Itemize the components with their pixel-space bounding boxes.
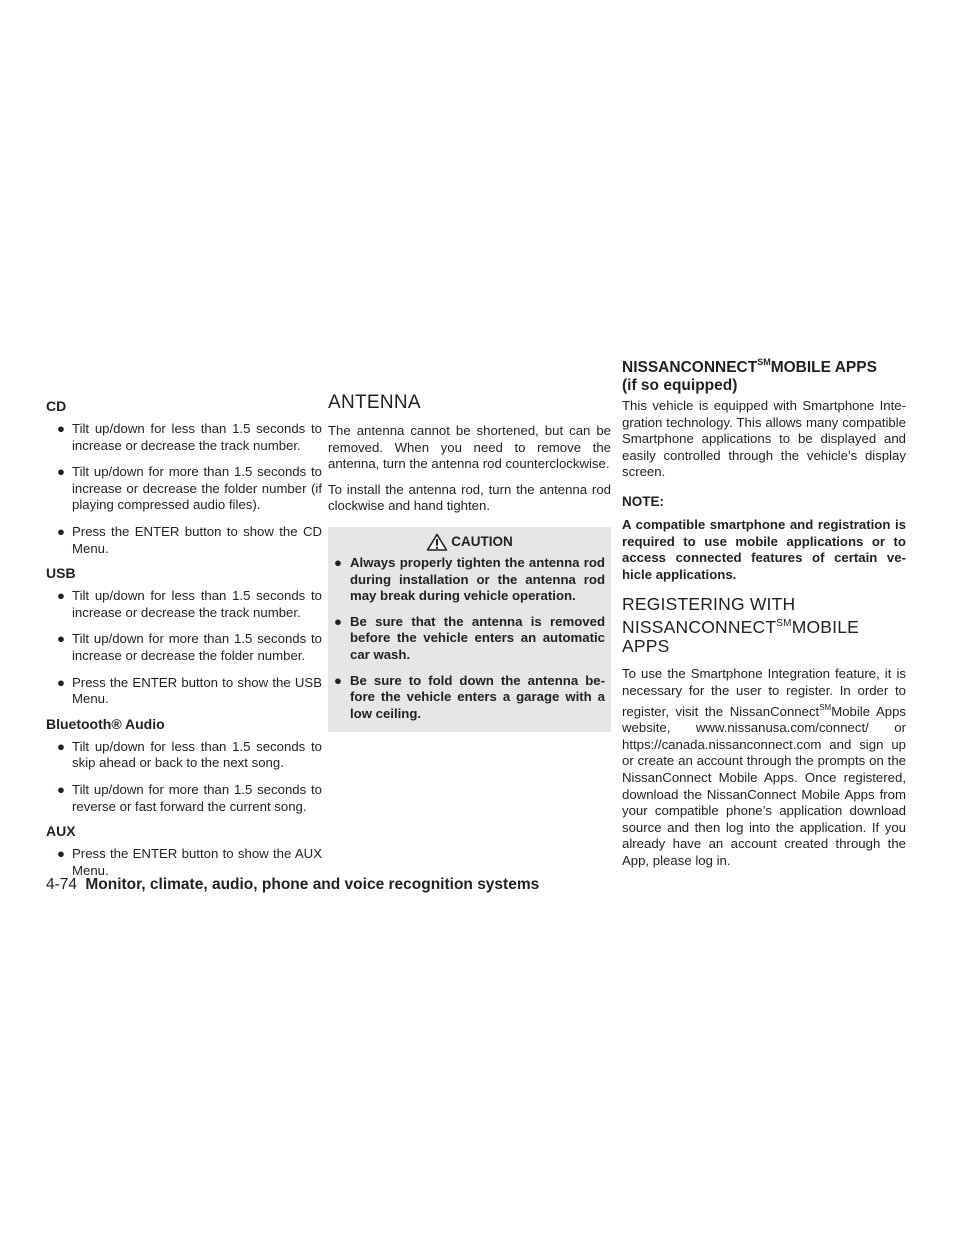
usb-bullet-1: ● Tilt up/down for less than 1.5 seconds to increase or decrease the track number. [57, 588, 322, 620]
caution-item-1: ● Always properly tighten the antenna rod during installation or the antenna rod may break during vehicle operation. [334, 554, 605, 604]
cd-bullet-3: ● Press the ENTER button to show the CD Menu. [57, 523, 322, 556]
cd-bullet-2: ● Tilt up/down for more than 1.5 seconds to increase or decrease the folder number (if playing compressed audio files). [57, 464, 322, 513]
registering-body: To use the Smartphone Integration feature, it is necessary for the user to register. In order to register, visit the NissanConnect℠Mobile Apps website, www.nissanusa.com/connect/ or https://canada.nissanconnect.com and sign up or create an account through the prompts on the NissanConnect Mobile Apps. Once registered, download the NissanConnect Mobile Apps from your compatible phone’s application download source and then log into the application. If you already have an account created through the App, please log in. [622, 666, 907, 868]
usb-bullet-2: ● Tilt up/down for more than 1.5 seconds to increase or decrease the folder number. [57, 631, 322, 663]
antenna-heading: ANTENNA [328, 392, 421, 413]
bluetooth-heading: Bluetooth® Audio [46, 715, 165, 732]
bullet-icon: ● [57, 631, 65, 647]
cd-bullet-1: ● Tilt up/down for less than 1.5 seconds to increase or decrease the track number. [57, 421, 322, 453]
caution-header [328, 527, 611, 555]
antenna-para-2: To install the antenna rod, turn the antenna rod clockwise and hand tighten. [328, 481, 611, 514]
bt-bullet-1: ● Tilt up/down for less than 1.5 seconds to skip ahead or back to the next song. [57, 738, 322, 771]
usb-bullet-3: ● Press the ENTER button to show the USB Menu. [57, 674, 322, 707]
page-footer [46, 876, 539, 894]
audio-controls-column [46, 398, 322, 881]
mobile-apps-column [622, 398, 906, 869]
caution-item-3: ● Be sure to fold down the antenna be-fore the vehicle enters a garage with a low ceiling. [334, 672, 605, 721]
bullet-icon: ● [57, 781, 65, 797]
aux-bullet-1: ● Press the ENTER button to show the AUX Menu. [57, 846, 322, 878]
bt-bullet-2: ● Tilt up/down for more than 1.5 seconds to reverse or fast forward the current song. [57, 781, 322, 814]
bullet-icon: ● [57, 464, 65, 480]
section-title: NISSANCONNECT℠MOBILE APPS (if so equipped) [622, 357, 877, 394]
usb-heading: USB [46, 565, 76, 582]
antenna-para-1: The antenna cannot be shortened, but can be removed. When you need to remove the antenna, turn the antenna rod counterclockwise. [328, 423, 611, 472]
antenna-column [328, 392, 611, 732]
bullet-icon: ● [57, 674, 65, 690]
intro-paragraph: This vehicle is equipped with Smartphone Inte-gration technology. This allows many compatible Smartphone applications to be displayed and easily controlled through the vehicle’s display screen. [622, 398, 906, 480]
registering-heading: REGISTERING WITH NISSANCONNECT℠MOBILE APPS [622, 594, 860, 657]
note-body: A compatible smartphone and registration is required to use mobile applications or to access connected features of certain ve-hicle applications. [622, 516, 906, 582]
bullet-icon: ● [57, 421, 65, 436]
caution-box [328, 527, 611, 732]
cd-heading: CD [46, 398, 67, 414]
bullet-icon: ● [57, 523, 65, 539]
note-label: NOTE: [622, 493, 664, 509]
bullet-icon: ● [334, 613, 342, 629]
bullet-icon: ● [334, 672, 342, 688]
bullet-icon: ● [334, 554, 342, 570]
bullet-icon: ● [57, 846, 65, 862]
caution-label: CAUTION [451, 534, 513, 550]
page-number: 4-74 [46, 876, 78, 893]
aux-heading: AUX [46, 823, 76, 840]
warning-icon [426, 533, 448, 551]
chapter-title: Monitor, climate, audio, phone and voice recognition systems [85, 876, 540, 893]
caution-item-2: ● Be sure that the antenna is removed before the vehicle enters an automatic car wash. [334, 613, 605, 662]
bullet-icon: ● [57, 738, 65, 754]
bullet-icon: ● [57, 588, 65, 604]
